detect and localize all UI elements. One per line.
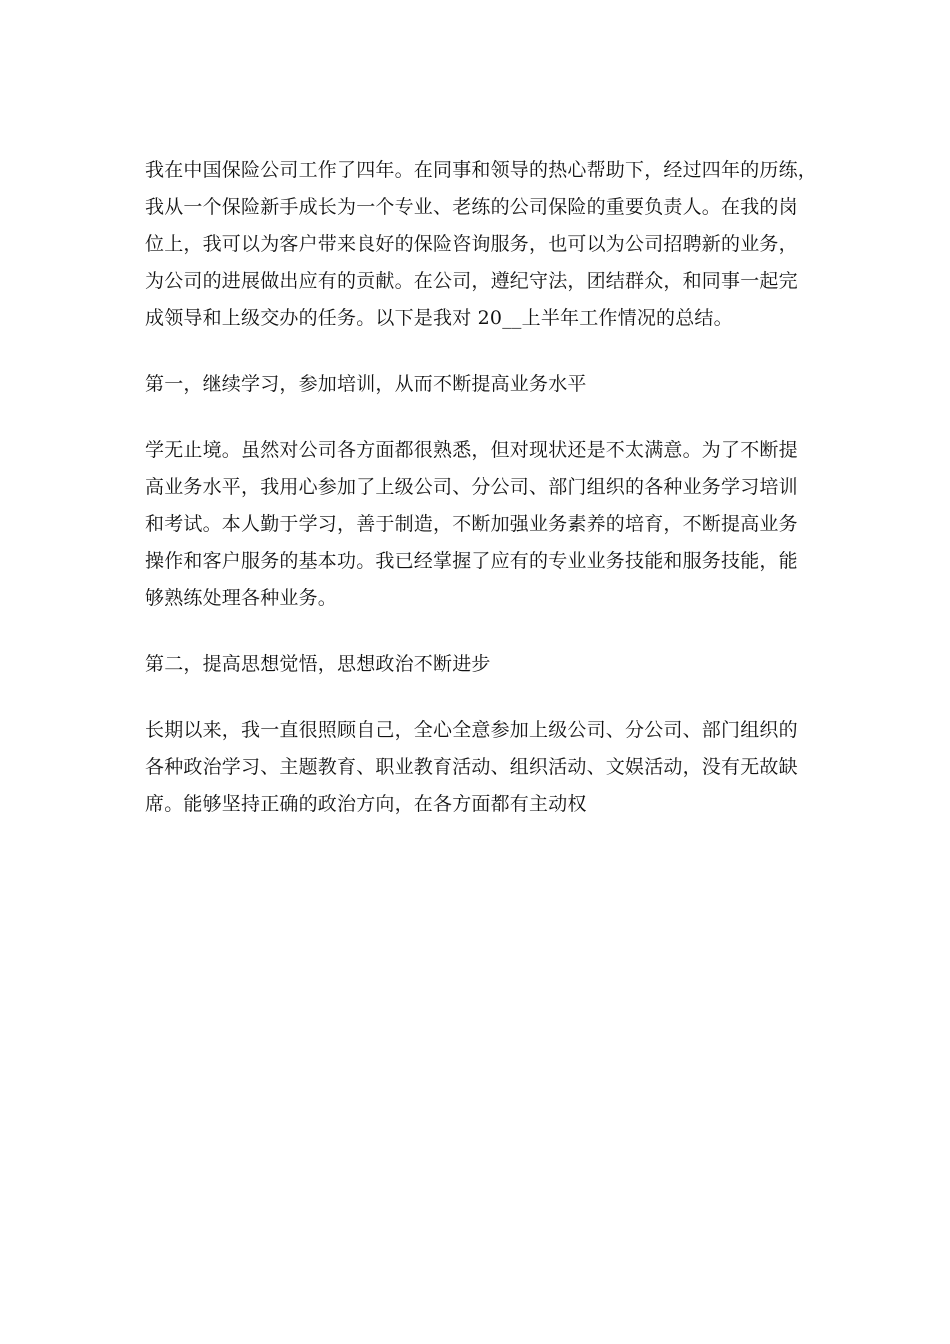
paragraph-gap xyxy=(145,617,810,646)
text-line: 席。能够坚持正确的政治方向，在各方面都有主动权 xyxy=(145,793,587,815)
text-line: 成领导和上级交办的任务。以下是我对 20__上半年工作情况的总结。 xyxy=(145,307,733,329)
text-line: 第一，继续学习，参加培训，从而不断提高业务水平 xyxy=(145,373,587,395)
text-line: 够熟练处理各种业务。 xyxy=(145,587,338,609)
paragraph-politics xyxy=(145,712,810,823)
text-line: 位上，我可以为客户带来良好的保险咨询服务，也可以为公司招聘新的业务， xyxy=(145,233,798,255)
paragraph-gap xyxy=(145,403,810,432)
text-line: 操作和客户服务的基本功。我已经掌握了应有的专业业务技能和服务技能，能 xyxy=(145,550,798,572)
text-line: 长期以来，我一直很照顾自己，全心全意参加上级公司、分公司、部门组织的 xyxy=(145,719,798,741)
paragraph-gap xyxy=(145,683,810,712)
text-line: 为公司的进展做出应有的贡献。在公司，遵纪守法，团结群众，和同事一起完 xyxy=(145,270,798,292)
text-line: 我从一个保险新手成长为一个专业、老练的公司保险的重要负责人。在我的岗 xyxy=(145,196,798,218)
paragraph-learning xyxy=(145,432,810,617)
text-line: 我在中国保险公司工作了四年。在同事和领导的热心帮助下，经过四年的历练， xyxy=(145,159,818,181)
text-line: 和考试。本人勤于学习，善于制造，不断加强业务素养的培育，不断提高业务 xyxy=(145,513,798,535)
paragraph-gap xyxy=(145,337,810,366)
text-line: 高业务水平，我用心参加了上级公司、分公司、部门组织的各种业务学习培训 xyxy=(145,476,798,498)
document-body xyxy=(145,152,818,823)
text-line: 第二，提高思想觉悟，思想政治不断进步 xyxy=(145,653,491,675)
paragraph-intro xyxy=(145,152,818,337)
section-heading-1 xyxy=(145,366,810,403)
text-line: 各种政治学习、主题教育、职业教育活动、组织活动、文娱活动，没有无故缺 xyxy=(145,756,798,778)
text-line: 学无止境。虽然对公司各方面都很熟悉，但对现状还是不太满意。为了不断提 xyxy=(145,439,798,461)
section-heading-2 xyxy=(145,646,810,683)
